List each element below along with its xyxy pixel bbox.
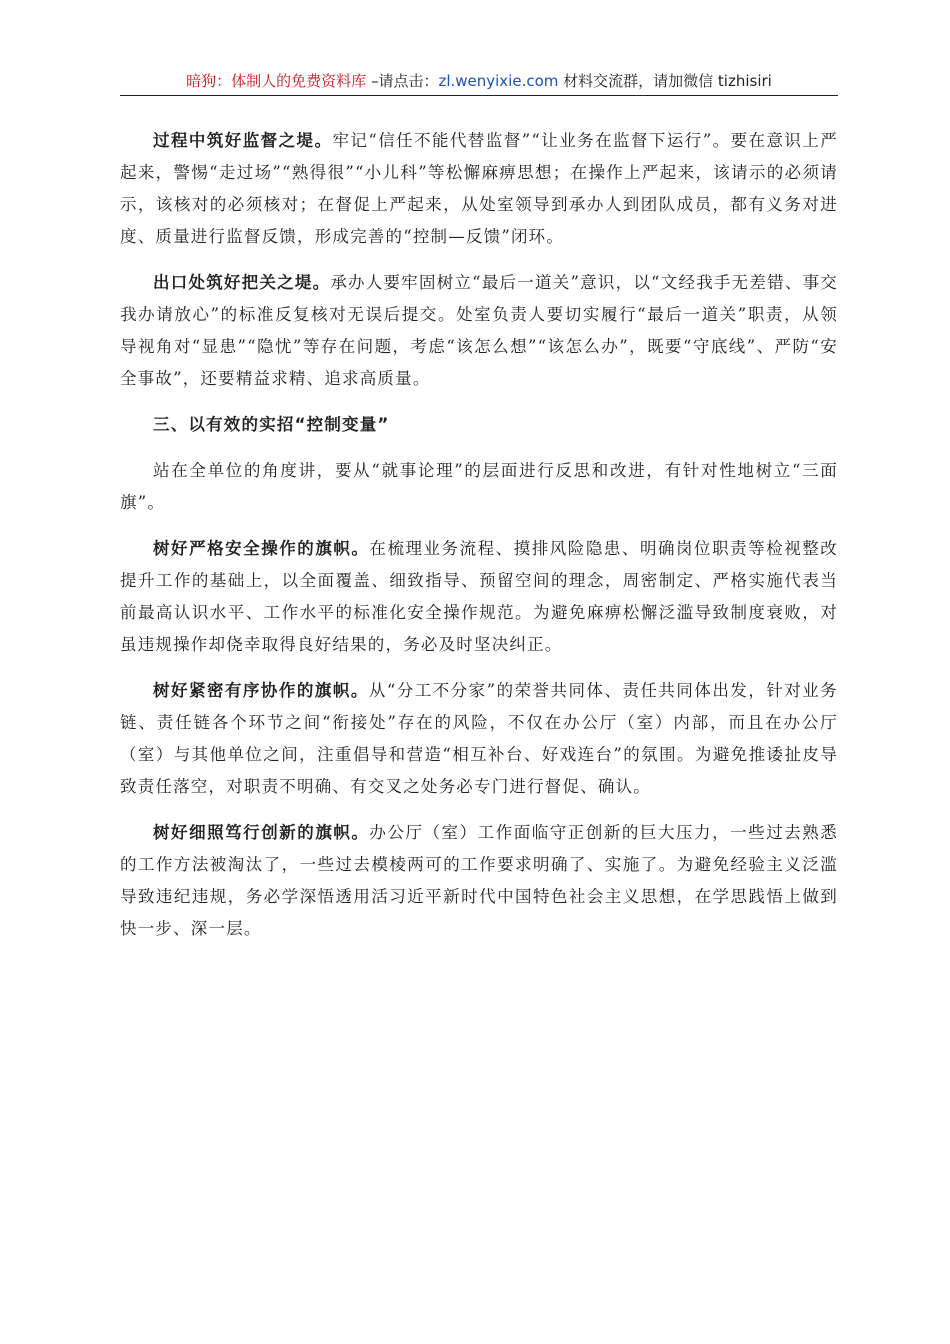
paragraph-text: 在梳理业务流程、摸排风险隐患、明确岗位职责等检视整改提升工作的基础上，以全面覆盖、细致指导、预留空间的理念，周密制定、严格实施代表当前最高认识水平、工作水平的标准化安全操作规范。为避免麻痹松懈泛滥导致制度衰败，对虽违规操作却侥幸取得良好结果的，务必及时坚决纠正。	[120, 539, 838, 654]
section-heading: 三、以有效的实招“控制变量”	[153, 415, 390, 434]
paragraph-supervision	[120, 125, 838, 253]
paragraph-safety-flag	[120, 533, 838, 661]
paragraph-intro	[120, 455, 838, 519]
paragraph-lead: 树好细照笃行创新的旗帜。	[153, 823, 370, 842]
paragraph-lead: 出口处筑好把关之堤。	[153, 273, 331, 292]
paragraph-lead: 树好严格安全操作的旗帜。	[153, 539, 370, 558]
header-url-link[interactable]: zl.wenyixie.com	[438, 72, 559, 90]
paragraph-text: 牢记“信任不能代替监督”“让业务在监督下运行”。要在意识上严起来，警惕“走过场”“熟得很”“小儿科”等松懈麻痹思想；在操作上严起来，该请示的必须请示，该核对的必须核对；在督促上严起来，从处室领导到承办人到团队成员，都有义务对进度、质量进行监督反馈，形成完善的“控制—反馈”闭环。	[120, 131, 838, 246]
header-divider	[120, 95, 838, 96]
header-site-name: 暗狗：体制人的免费资料库	[186, 72, 367, 90]
paragraph-text: 从“分工不分家”的荣誉共同体、责任共同体出发，针对业务链、责任链各个环节之间“衔接处”存在的风险，不仅在办公厅（室）内部，而且在办公厅（室）与其他单位之间，注重倡导和营造“相互补台、好戏连台”的氛围。为避免推诿扯皮导致责任落空，对职责不明确、有交叉之处务必专门进行督促、确认。	[120, 681, 838, 796]
paragraph-text: 站在全单位的角度讲，要从“就事论理”的层面进行反思和改进，有针对性地树立“三面旗”。	[120, 461, 838, 512]
paragraph-text: 办公厅（室）工作面临守正创新的巨大压力，一些过去熟悉的工作方法被淘汰了，一些过去模棱两可的工作要求明确了、实施了。为避免经验主义泛滥导致违纪违规，务必学深悟透用活习近平新时代中国特色社会主义思想，在学思践悟上做到快一步、深一层。	[120, 823, 838, 938]
paragraph-innovation-flag	[120, 817, 838, 945]
paragraph-cooperation-flag	[120, 675, 838, 803]
paragraph-text: 承办人要牢固树立“最后一道关”意识，以“文经我手无差错、事交我办请放心”的标准反复核对无误后提交。处室负责人要切实履行“最后一道关”职责，从领导视角对“显患”“隐忧”等存在问题，考虑“该怎么想”“该怎么办”，既要“守底线”、严防“安全事故”，还要精益求精、追求高质量。	[120, 273, 839, 388]
document-body	[120, 125, 838, 959]
header-group-text: 材料交流群，请加微信 tizhisiri	[558, 72, 772, 90]
page-header	[120, 70, 838, 94]
paragraph-checkpoint	[120, 267, 838, 395]
paragraph-lead: 树好紧密有序协作的旗帜。	[153, 681, 369, 700]
header-click-prefix: –请点击：	[366, 72, 439, 90]
paragraph-lead: 过程中筑好监督之堤。	[153, 131, 333, 150]
